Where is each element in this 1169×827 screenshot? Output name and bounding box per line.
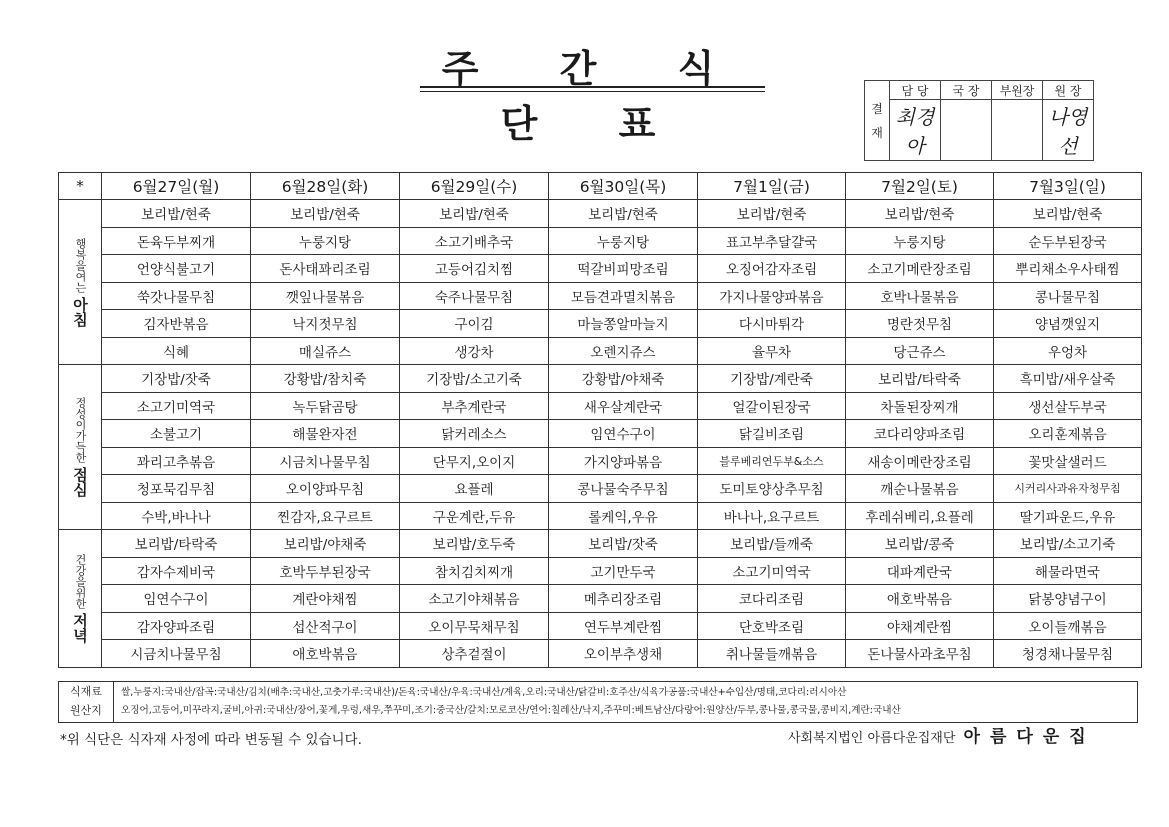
menu-cell: 오이들깨볶음 [994, 612, 1142, 640]
menu-cell: 보리밥/콩죽 [846, 530, 994, 558]
menu-cell: 율무차 [698, 337, 846, 365]
origin-line: 쌀,누룽지:국내산/잡곡:국내산/김치(배추:국내산,고춧가루:국내산)/돈육:국내산/우육:국내산/계육,오리:국내산/닭갈비:호주산/식육가공품:국내산+수입산/명태,코다리:러시아산 [121, 687, 847, 698]
menu-cell: 보리밥/야채죽 [251, 530, 400, 558]
menu-cell: 낙지젓무침 [251, 310, 400, 338]
menu-cell: 가지나물양파볶음 [698, 282, 846, 310]
menu-cell: 생선살두부국 [994, 392, 1142, 420]
menu-cell: 뿌리채소우사태찜 [994, 255, 1142, 283]
menu-cell: 명란젓무침 [846, 310, 994, 338]
menu-cell: 딸기파운드,우유 [994, 502, 1142, 530]
menu-cell: 보리밥/타락죽 [846, 365, 994, 393]
organization [788, 722, 1096, 747]
menu-cell: 오이양파무침 [251, 475, 400, 503]
weekly-menu-table [58, 172, 1142, 668]
menu-cell: 녹두닭곰탕 [251, 392, 400, 420]
menu-cell: 닭길비조림 [698, 420, 846, 448]
menu-row [59, 640, 1142, 668]
approval-box [864, 80, 1094, 161]
menu-cell: 새우살계란국 [549, 392, 698, 420]
menu-cell: 숙주나물무침 [400, 282, 549, 310]
menu-cell: 보리밥/소고기죽 [994, 530, 1142, 558]
day-header: 7월2일(토) [846, 173, 994, 200]
menu-cell: 닭봉양념구이 [994, 585, 1142, 613]
menu-row [59, 475, 1142, 503]
menu-cell: 시커리사과유자청무침 [994, 475, 1142, 503]
menu-cell: 쑥갓나물무침 [102, 282, 251, 310]
menu-cell: 돈사태꽈리조림 [251, 255, 400, 283]
menu-cell: 단무지,오이지 [400, 447, 549, 475]
day-header: 7월3일(일) [994, 173, 1142, 200]
menu-cell: 참치김치찌개 [400, 557, 549, 585]
menu-row [59, 365, 1142, 393]
menu-cell: 호박나물볶음 [846, 282, 994, 310]
menu-cell: 새송이메란장조림 [846, 447, 994, 475]
menu-row [59, 557, 1142, 585]
menu-cell: 보리밥/타락죽 [102, 530, 251, 558]
menu-row [59, 227, 1142, 255]
menu-cell: 찐감자,요구르트 [251, 502, 400, 530]
approval-role: 국 장 [941, 81, 992, 100]
menu-cell: 고등어김치찜 [400, 255, 549, 283]
menu-cell: 보리밥/현죽 [549, 200, 698, 228]
menu-cell: 누룽지탕 [251, 227, 400, 255]
menu-cell: 임연수구이 [102, 585, 251, 613]
menu-row [59, 282, 1142, 310]
menu-cell: 시금치나물무침 [251, 447, 400, 475]
menu-cell: 요플레 [400, 475, 549, 503]
menu-cell: 돈나물사과초무침 [846, 640, 994, 668]
menu-cell: 청경채나물무침 [994, 640, 1142, 668]
menu-cell: 보리밥/현죽 [698, 200, 846, 228]
menu-cell: 오이부추생채 [549, 640, 698, 668]
menu-cell: 감자양파조림 [102, 612, 251, 640]
menu-cell: 계란야채찜 [251, 585, 400, 613]
menu-cell: 콩나물무침 [994, 282, 1142, 310]
menu-cell: 보리밥/현죽 [994, 200, 1142, 228]
menu-cell: 소고기야채볶음 [400, 585, 549, 613]
menu-cell: 구운계란,두유 [400, 502, 549, 530]
menu-cell: 해물완자전 [251, 420, 400, 448]
signature-manager: 최경아 [895, 105, 935, 158]
menu-cell: 닭커레소스 [400, 420, 549, 448]
approval-label: 결 재 [865, 81, 890, 161]
menu-cell: 해물라면국 [994, 557, 1142, 585]
menu-cell: 흑미밥/새우살죽 [994, 365, 1142, 393]
title-underline [420, 86, 765, 88]
menu-cell: 보리밥/들깨죽 [698, 530, 846, 558]
menu-cell: 도미토양상추무침 [698, 475, 846, 503]
menu-cell: 코다리양파조림 [846, 420, 994, 448]
menu-cell: 단호박조림 [698, 612, 846, 640]
menu-cell: 소고기메란장조림 [846, 255, 994, 283]
menu-cell: 블루베리연두부&소스 [698, 447, 846, 475]
menu-cell: 청포묵김무침 [102, 475, 251, 503]
menu-cell: 구이김 [400, 310, 549, 338]
menu-cell: 부추계란국 [400, 392, 549, 420]
menu-cell: 임연수구이 [549, 420, 698, 448]
menu-cell: 표고부추달걀국 [698, 227, 846, 255]
menu-cell: 김자반볶음 [102, 310, 251, 338]
menu-cell: 기장밥/잣죽 [102, 365, 251, 393]
menu-cell: 가지양파볶음 [549, 447, 698, 475]
menu-row [59, 502, 1142, 530]
menu-cell: 순두부된장국 [994, 227, 1142, 255]
menu-cell: 수박,바나나 [102, 502, 251, 530]
menu-row [59, 200, 1142, 228]
menu-cell: 당근쥬스 [846, 337, 994, 365]
meal-label [59, 200, 102, 365]
approval-role: 부원장 [992, 81, 1043, 100]
menu-cell: 애호박볶음 [251, 640, 400, 668]
approval-role: 담 당 [890, 81, 941, 100]
menu-cell: 애호박볶음 [846, 585, 994, 613]
menu-cell: 오징어감자조림 [698, 255, 846, 283]
meal-label [59, 530, 102, 668]
menu-cell: 보리밥/호두죽 [400, 530, 549, 558]
page-title: 주 간 식 단 표 [441, 46, 749, 146]
day-header: 6월28일(화) [251, 173, 400, 200]
menu-cell: 강황밥/야채죽 [549, 365, 698, 393]
menu-cell: 오리훈제볶음 [994, 420, 1142, 448]
approval-signature [992, 100, 1043, 161]
organization-name: 아름다운집 [963, 727, 1096, 747]
menu-cell: 꽃맛살샐러드 [994, 447, 1142, 475]
menu-cell: 대파계란국 [846, 557, 994, 585]
menu-cell: 기장밥/소고기죽 [400, 365, 549, 393]
menu-row [59, 337, 1142, 365]
meal-label [59, 365, 102, 530]
day-header: 7월1일(금) [698, 173, 846, 200]
approval-signature [1043, 100, 1094, 161]
menu-cell: 기장밥/계란죽 [698, 365, 846, 393]
menu-cell: 감자수제비국 [102, 557, 251, 585]
menu-cell: 메추리장조림 [549, 585, 698, 613]
day-header: 6월27일(월) [102, 173, 251, 200]
meal-label-small: 정성이가득한 [74, 397, 87, 463]
approval-signature [890, 100, 941, 161]
menu-cell: 강황밥/참치죽 [251, 365, 400, 393]
menu-cell: 소불고기 [102, 420, 251, 448]
menu-row [59, 530, 1142, 558]
ingredient-origin-box [58, 681, 1138, 723]
signature-director: 나영선 [1048, 105, 1088, 158]
menu-cell: 코다리조림 [698, 585, 846, 613]
menu-cell: 차돌된장찌개 [846, 392, 994, 420]
menu-cell: 생강차 [400, 337, 549, 365]
menu-cell: 롤케익,우유 [549, 502, 698, 530]
menu-row [59, 310, 1142, 338]
header-corner: * [59, 173, 102, 200]
menu-cell: 다시마튀각 [698, 310, 846, 338]
menu-cell: 오이무묵채무침 [400, 612, 549, 640]
origin-label-line1: 식재료 [70, 685, 102, 698]
menu-row [59, 420, 1142, 448]
menu-cell: 후레쉬베리,요플레 [846, 502, 994, 530]
menu-cell: 양념깻잎지 [994, 310, 1142, 338]
menu-cell: 소고기미역국 [102, 392, 251, 420]
organization-prefix: 사회복지법인 아름다운집재단 [788, 731, 956, 746]
menu-cell: 상추겉절이 [400, 640, 549, 668]
meal-label-small: 행복을여는 [74, 237, 87, 293]
menu-cell: 고기만두국 [549, 557, 698, 585]
title-underline-double [420, 91, 765, 92]
approval-role: 원 장 [1043, 81, 1094, 100]
menu-cell: 꽈리고추볶음 [102, 447, 251, 475]
menu-cell: 식혜 [102, 337, 251, 365]
menu-cell: 누룽지탕 [846, 227, 994, 255]
menu-cell: 깻잎나물볶음 [251, 282, 400, 310]
meal-label-big: 저녁 [71, 612, 89, 643]
menu-cell: 야채계란찜 [846, 612, 994, 640]
menu-cell: 보리밥/현죽 [400, 200, 549, 228]
menu-cell: 바나나,요구르트 [698, 502, 846, 530]
footer-note: *위 식단은 식자재 사정에 따라 변동될 수 있습니다. [60, 732, 362, 748]
approval-signature [941, 100, 992, 161]
origin-label-line2: 원산지 [70, 704, 102, 717]
day-header: 6월30일(목) [549, 173, 698, 200]
menu-row [59, 612, 1142, 640]
menu-cell: 호박두부된장국 [251, 557, 400, 585]
menu-cell: 매실쥬스 [251, 337, 400, 365]
menu-row [59, 585, 1142, 613]
menu-row [59, 392, 1142, 420]
day-header: 6월29일(수) [400, 173, 549, 200]
menu-cell: 마늘쫑알마늘지 [549, 310, 698, 338]
menu-cell: 누룽지탕 [549, 227, 698, 255]
menu-cell: 떡갈비피망조림 [549, 255, 698, 283]
menu-cell: 취나물들깨볶음 [698, 640, 846, 668]
menu-cell: 보리밥/현죽 [102, 200, 251, 228]
menu-cell: 소고기배추국 [400, 227, 549, 255]
origin-line: 오징어,고등어,미꾸라지,굴비,아귀:국내산/장어,꽃게,우렁,새우,쭈꾸미,조기:중국산/갈치:모로코산/연어:칠레산/낙지,주꾸미:베트남산/다랑어:원양산/두부,콩나물,콩국물,콩비지,계란:국내산 [121, 705, 901, 716]
menu-cell: 우엉차 [994, 337, 1142, 365]
menu-cell: 언양식불고기 [102, 255, 251, 283]
menu-cell: 소고기미역국 [698, 557, 846, 585]
menu-row [59, 255, 1142, 283]
menu-cell: 섭산적구이 [251, 612, 400, 640]
origin-label [59, 682, 114, 722]
menu-cell: 돈육두부찌개 [102, 227, 251, 255]
menu-cell: 오렌지쥬스 [549, 337, 698, 365]
header-row [59, 173, 1142, 200]
menu-cell: 시금치나물무침 [102, 640, 251, 668]
origin-text [121, 684, 1131, 720]
menu-cell: 보리밥/잣죽 [549, 530, 698, 558]
menu-cell: 모듬견과멸치볶음 [549, 282, 698, 310]
meal-label-small: 건강을위한 [74, 553, 87, 609]
meal-label-big: 점심 [71, 467, 89, 497]
menu-cell: 깨순나물볶음 [846, 475, 994, 503]
meal-label-big: 아침 [71, 296, 89, 327]
menu-row [59, 447, 1142, 475]
menu-cell: 보리밥/현죽 [251, 200, 400, 228]
menu-cell: 콩나물숙주무침 [549, 475, 698, 503]
menu-cell: 얼갈이된장국 [698, 392, 846, 420]
menu-cell: 보리밥/현죽 [846, 200, 994, 228]
menu-cell: 연두부계란찜 [549, 612, 698, 640]
